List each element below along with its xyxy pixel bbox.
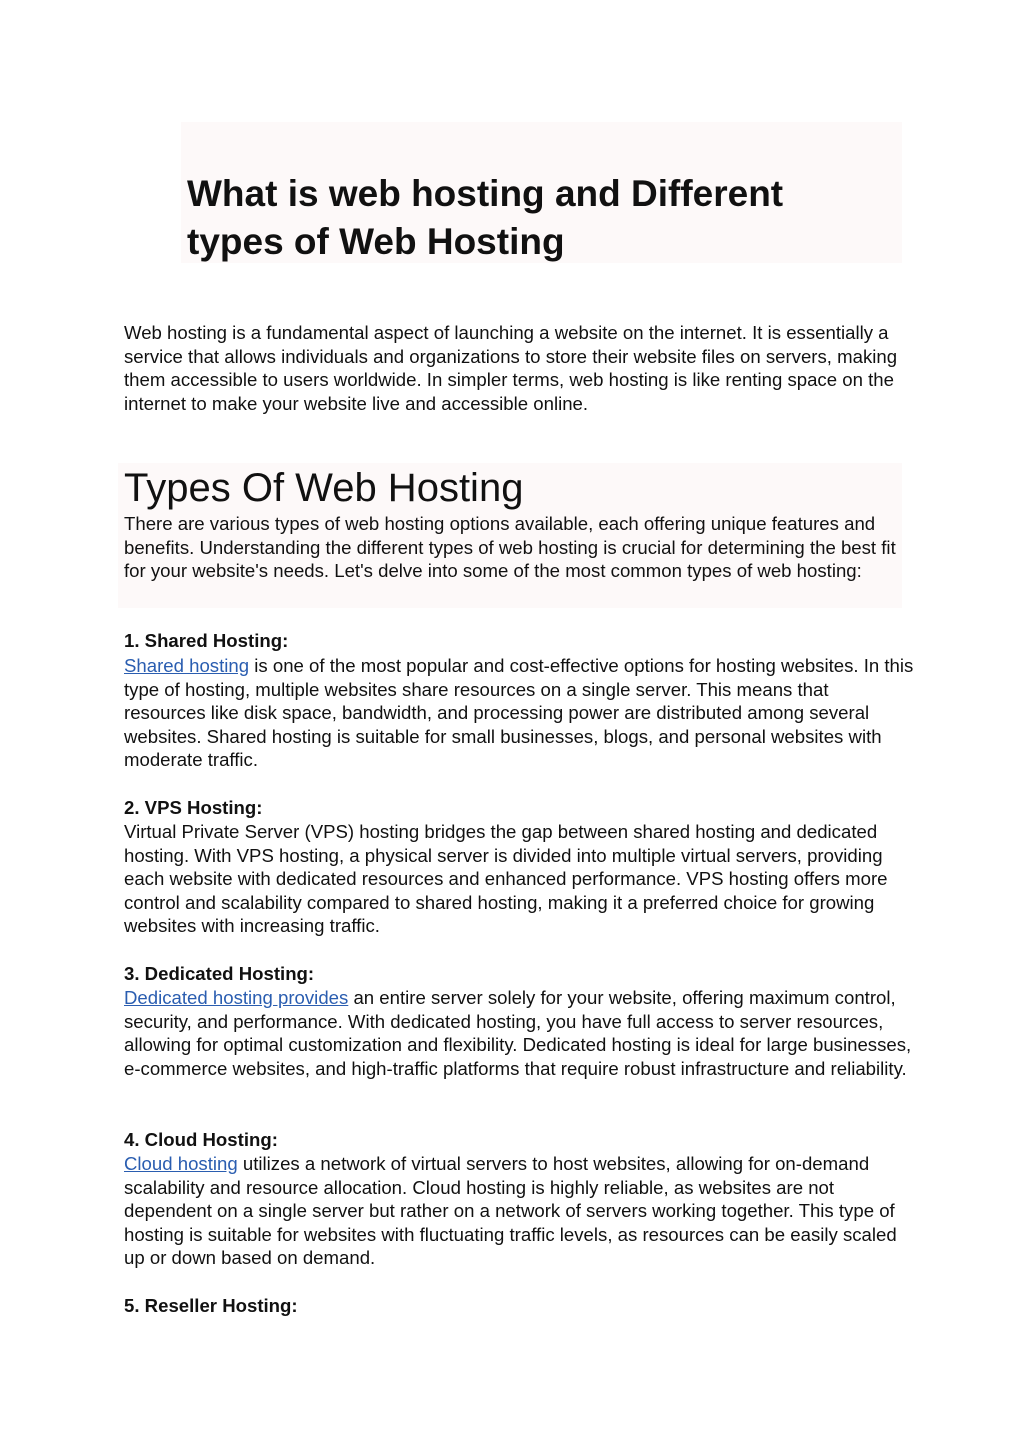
cloud-hosting-text: utilizes a network of virtual servers to host websites, allowing for on-demand scalability and resource allocation. Cloud hosting is highly reliable, as websites are not dependent on a single server but rather on a network of servers working together. This type of hosting is suitable for websites with fluctuating traffic levels, as resources can be easily scaled up or down based on demand.	[124, 1153, 897, 1269]
vps-hosting-heading: 2. VPS Hosting:	[124, 797, 263, 818]
dedicated-hosting-text: an entire server solely for your website, offering maximum control, security, and performance. With dedicated hosting, you have full access to server resources, allowing for optimal customization and flexibility. Dedicated hosting is ideal for large businesses, e-commerce websites, and high-traffic platforms that require robust infrastructure and reliability.	[124, 987, 912, 1079]
page-title: What is web hosting and Different types of Web Hosting	[187, 173, 784, 262]
dedicated-hosting-link[interactable]: Dedicated hosting provides	[124, 987, 349, 1008]
vps-hosting-paragraph: Virtual Private Server (VPS) hosting bridges the gap between shared hosting and dedicated hosting. With VPS hosting, a physical server is divided into multiple virtual servers, providing each website with dedicated resources and enhanced performance. VPS hosting offers more control and scalability compared to shared hosting, making it a preferred choice for growing websites with increasing traffic.	[124, 821, 888, 937]
types-intro-paragraph: There are various types of web hosting options available, each offering unique features and benefits. Understanding the different types of web hosting is crucial for determining the best fit for your website's needs. Let's delve into some of the most common types of web hosting:	[124, 513, 896, 582]
cloud-hosting-link[interactable]: Cloud hosting	[124, 1153, 238, 1174]
intro-paragraph: Web hosting is a fundamental aspect of launching a website on the internet. It is essentially a service that allows individuals and organizations to store their website files on servers, making them accessible to users worldwide. In simpler terms, web hosting is like renting space on the internet to make your website live and accessible online.	[124, 322, 898, 414]
shared-hosting-link[interactable]: Shared hosting	[124, 655, 250, 676]
cloud-hosting-paragraph	[124, 1152, 914, 1270]
dedicated-hosting-paragraph	[124, 986, 914, 1080]
shared-hosting-heading: 1. Shared Hosting:	[124, 630, 289, 651]
shared-hosting-text: is one of the most popular and cost-effective options for hosting websites. In this type of hosting, multiple websites share resources on a single server. This means that resources like disk space, bandwidth, and processing power are distributed among several websites. Shared hosting is suitable for small businesses, blogs, and personal websites with moderate traffic.	[124, 655, 914, 771]
dedicated-hosting-heading: 3. Dedicated Hosting:	[124, 963, 315, 984]
shared-hosting-paragraph	[124, 654, 914, 772]
types-heading: Types Of Web Hosting	[124, 466, 524, 510]
cloud-hosting-heading: 4. Cloud Hosting:	[124, 1129, 278, 1150]
reseller-hosting-heading: 5. Reseller Hosting:	[124, 1295, 298, 1316]
